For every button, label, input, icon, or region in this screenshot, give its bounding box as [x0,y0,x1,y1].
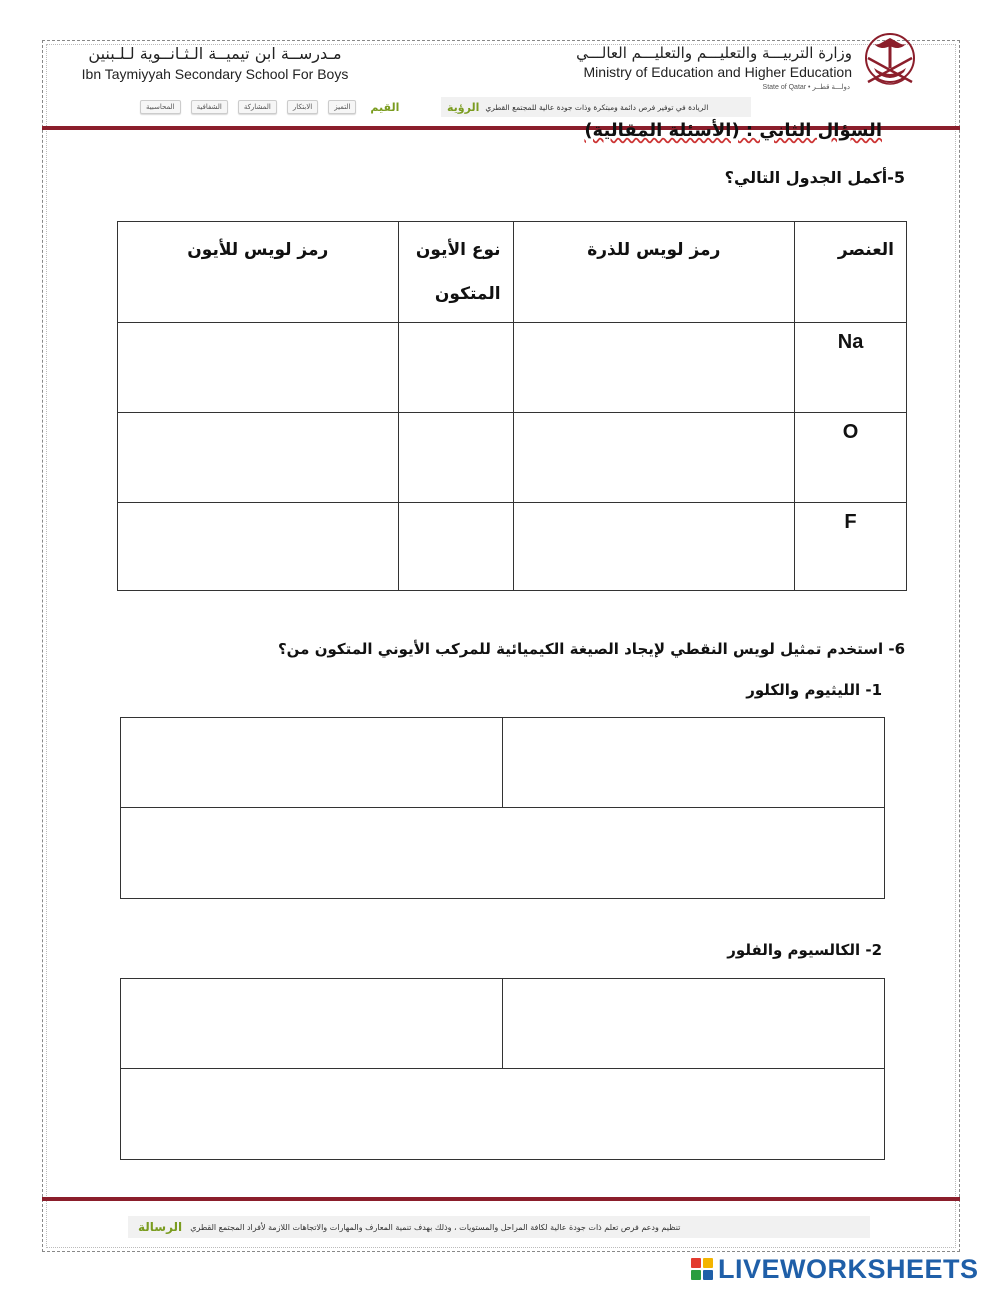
header-ion-type [398,222,513,323]
header-ion-type-line2: المتكون [434,284,501,304]
answer-cell[interactable] [513,323,795,413]
table-row [118,503,907,591]
liveworksheets-icon [690,1257,714,1281]
answer-box-divider [502,979,503,1069]
question-6-part-2: 2- الكالسيوم والفلور [727,941,882,959]
ministry-name-en: Ministry of Education and Higher Education [583,64,852,80]
section-title: السؤال الثاني : (الأسئلة المقالية) [584,120,882,141]
table-row [118,413,907,503]
answer-cell[interactable] [398,413,513,503]
value-chip: الابتكار [287,100,318,114]
values-title: القيم [370,100,400,114]
element-cell: O [795,413,907,503]
answer-box-2 [120,978,885,1160]
values-row [140,98,399,116]
qatar-emblem-icon [860,28,920,96]
element-cell: Na [795,323,907,413]
header-atom-lewis: رمز لويس للذرة [513,222,795,323]
value-chip: المحاسبية [140,100,181,114]
answer-cell[interactable] [513,413,795,503]
answer-box-1 [120,717,885,899]
header-ion-lewis: رمز لويس للأيون [118,222,399,323]
answer-cell[interactable] [398,323,513,413]
mission-box [128,1216,870,1238]
answer-box-divider [502,718,503,808]
answer-cell[interactable] [118,323,399,413]
answer-cell[interactable] [118,503,399,591]
question-6-text: 6- استخدم تمثيل لويس النقطي لإيجاد الصيغة الكيميائية للمركب الأيوني المتكون من؟ [277,640,905,658]
table-header-row [118,222,907,323]
value-chip: المشاركة [238,100,277,114]
value-chip: الشفافية [191,100,228,114]
question-5-text: 5-أكمل الجدول التالي؟ [724,168,905,187]
answer-cell[interactable] [118,413,399,503]
liveworksheets-logo[interactable] [690,1254,979,1284]
vision-text: الريادة في توفير فرص دائمة ومبتكرة وذات جودة عالية للمجتمع القطري [485,102,709,112]
state-line: State of Qatar • دولـــة قطــر [762,84,850,91]
lewis-table [117,221,907,591]
school-name-ar: مـدرســة ابن تيميــة الـثـانــوية لـلـبنين [88,44,342,63]
question-6-part-1: 1- الليثيوم والكلور [746,681,882,699]
element-cell: F [795,503,907,591]
value-chip: التميز [328,100,356,114]
header-element: العنصر [795,222,907,323]
vision-title: الرؤية [447,100,480,114]
mission-title: الرسالة [138,1220,183,1234]
footer-rule [42,1197,960,1201]
answer-cell[interactable] [398,503,513,591]
answer-cell[interactable] [513,503,795,591]
table-row [118,323,907,413]
mission-text: تنظيم ودعم فرص تعلم ذات جودة عالية لكافة المراحل والمستويات ، وذلك بهدف تنمية المعارف والمهارات والاتجاهات اللازمة لأفراد المجتمع القطري [190,1222,681,1232]
vision-box [441,97,751,117]
liveworksheets-brand: LIVEWORKSHEETS [718,1253,979,1284]
school-name-en: Ibn Taymiyyah Secondary School For Boys [81,66,349,82]
ministry-name-ar: وزارة التربيـــة والتعليـــم والتعليـــم العالـــي [576,44,852,62]
header-ion-type-line1: نوع الأيون [415,240,501,260]
